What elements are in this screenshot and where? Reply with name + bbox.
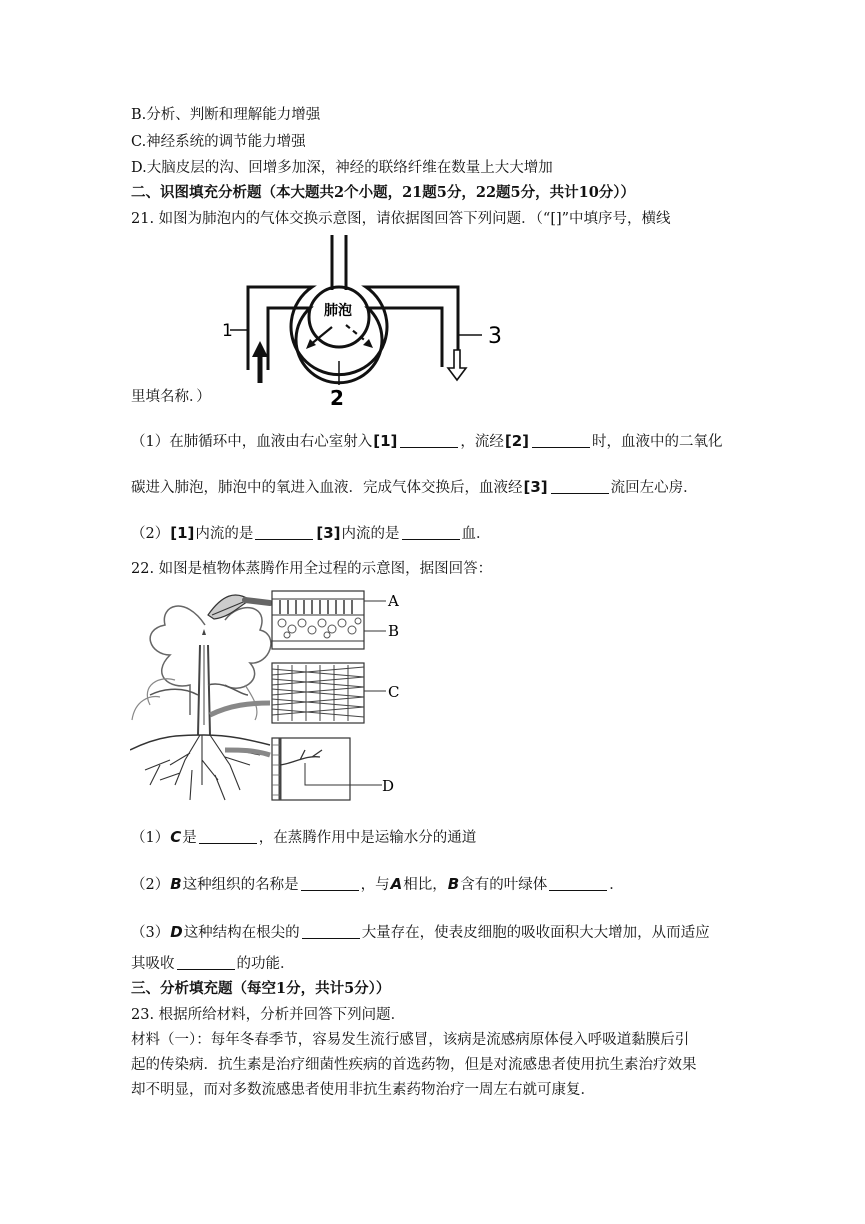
option-c: C.神经系统的调节能力增强	[131, 134, 306, 150]
alveolus-label: 肺泡	[324, 303, 352, 319]
material-1-line-3: 却不明显，而对多数流感患者使用非抗生素药物治疗一周左右就可康复．	[131, 1082, 595, 1098]
alveolus-diagram	[220, 235, 520, 410]
label-3: 3	[488, 324, 502, 349]
label-b: B	[388, 622, 400, 640]
answer-blank[interactable]	[301, 876, 359, 891]
material-1-line-2: 起的传染病．抗生素是治疗细菌性疾病的首选药物，但是对流感患者使用抗生素治疗效果	[131, 1057, 697, 1073]
section-2-heading: 二、识图填充分析题（本大题共2个小题，21题5分，22题5分，共计10分））	[131, 184, 636, 201]
section-3-heading: 三、分析填充题（每空1分，共计5分））	[131, 980, 391, 997]
label-c: C	[388, 683, 400, 701]
question-22-part-3-line-1: （3）D这种结构在根尖的 大量存在，使表皮细胞的吸收面积大大增加，从而适应	[131, 923, 710, 941]
option-d: D.大脑皮层的沟、回增多加深，神经的联络纤维在数量上大大增加	[131, 160, 553, 176]
label-d: D	[382, 777, 395, 795]
answer-blank[interactable]	[549, 876, 607, 891]
question-21-part-1-line-1: （1）在肺循环中，血液由右心室射入[1] ，流经[2] 时，血液中的二氧化	[131, 432, 723, 450]
question-22-part-1: （1）C是 ，在蒸腾作用中是运输水分的通道	[131, 828, 477, 846]
material-1-line-1: 材料（一）：每年冬春季节，容易发生流行感冒，该病是流感病原体侵入呼吸道黏膜后引	[131, 1032, 690, 1048]
question-22-stem: 22. 如图是植物体蒸腾作用全过程的示意图，据图回答：	[131, 561, 493, 577]
answer-blank[interactable]	[402, 525, 460, 540]
question-21-part-2: （2）[1]内流的是 [3]内流的是 血．	[131, 524, 491, 542]
answer-blank[interactable]	[199, 829, 257, 844]
option-b: B.分析、判断和理解能力增强	[131, 107, 321, 123]
question-21-stem: 21. 如图为肺泡内的气体交换示意图，请依据图回答下列问题．（“[]”中填序号，横线	[131, 211, 671, 227]
label-2: 2	[330, 386, 344, 410]
question-23-stem: 23. 根据所给材料，分析并回答下列问题．	[131, 1007, 406, 1023]
question-21-part-1-line-2: 碳进入肺泡，肺泡中的氧进入血液．完成气体交换后，血液经[3] 流回左心房．	[131, 478, 698, 496]
label-1: 1	[222, 321, 233, 341]
answer-blank[interactable]	[177, 955, 235, 970]
answer-blank[interactable]	[532, 433, 590, 448]
question-21-stem-continued: 里填名称．）	[131, 389, 211, 405]
answer-blank[interactable]	[400, 433, 458, 448]
label-a: A	[388, 592, 399, 610]
answer-blank[interactable]	[551, 479, 609, 494]
question-22-part-3-line-2: 其吸收 的功能．	[131, 956, 295, 972]
transpiration-diagram	[130, 585, 420, 815]
question-22-part-2: （2）B这种组织的名称是 ，与A相比，B含有的叶绿体 ．	[131, 875, 624, 893]
answer-blank[interactable]	[302, 924, 360, 939]
answer-blank[interactable]	[255, 525, 313, 540]
